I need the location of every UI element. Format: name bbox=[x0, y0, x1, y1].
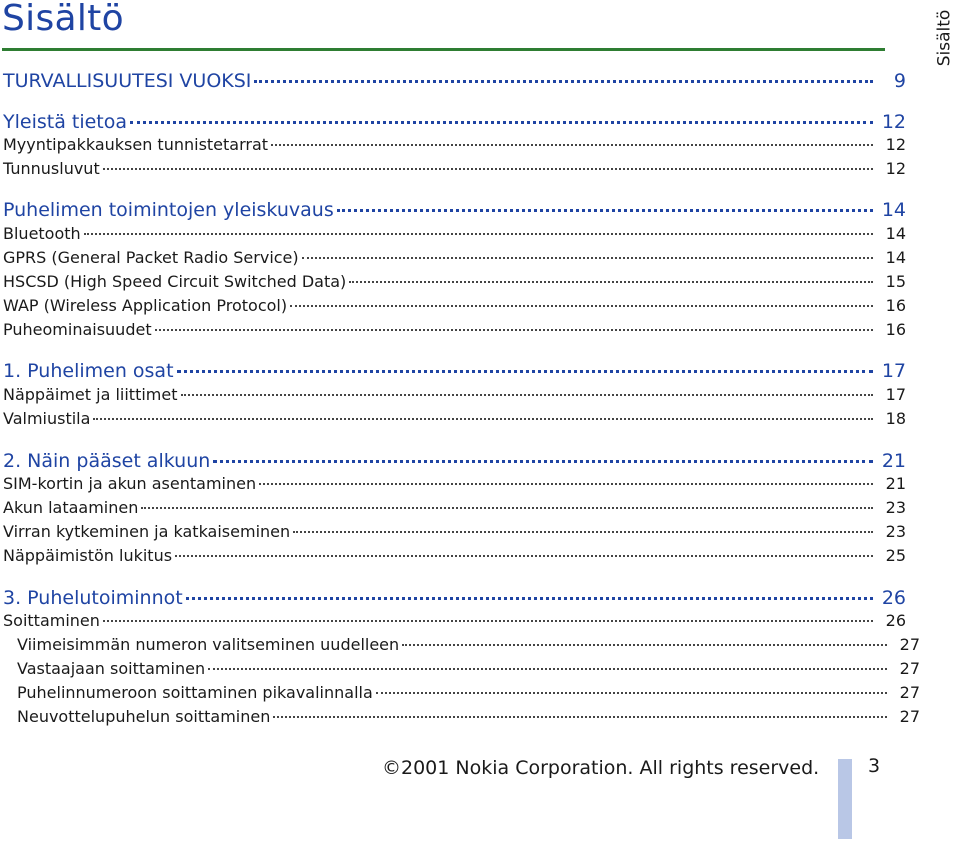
toc-section-entry[interactable] bbox=[3, 248, 906, 267]
toc-entry-label: 2. Näin pääset alkuun bbox=[3, 450, 211, 472]
toc-section-entry[interactable] bbox=[3, 474, 906, 493]
toc-entry-label: 1. Puhelimen osat bbox=[3, 360, 174, 382]
toc-entry-page: 25 bbox=[885, 546, 906, 565]
toc-dot-leader bbox=[177, 370, 873, 373]
toc-entry-page: 26 bbox=[881, 587, 906, 609]
toc-entry-label: Puhelimen toimintojen yleiskuvaus bbox=[3, 199, 334, 221]
toc-section-entry[interactable] bbox=[3, 546, 906, 565]
toc-entry-label: Puhelinnumeroon soittaminen pikavalinnalla bbox=[17, 683, 373, 702]
toc-dot-leader bbox=[337, 209, 873, 212]
toc-entry-page: 14 bbox=[885, 224, 906, 243]
toc-entry-page: 26 bbox=[885, 611, 906, 630]
toc-section-entry[interactable] bbox=[3, 522, 906, 541]
toc-entry-label: SIM-kortin ja akun asentaminen bbox=[3, 474, 257, 493]
toc-chapter-entry[interactable] bbox=[3, 199, 906, 221]
toc-entry-page: 12 bbox=[885, 135, 906, 154]
toc-entry-page: 27 bbox=[899, 683, 920, 702]
toc-entry-page: 12 bbox=[885, 159, 906, 178]
toc-dot-leader bbox=[84, 233, 873, 235]
toc-entry-page: 16 bbox=[885, 320, 906, 339]
toc-entry-page: 23 bbox=[885, 522, 906, 541]
toc-dot-leader bbox=[213, 460, 873, 463]
toc-entry-label: Viimeisimmän numeron valitseminen uudelleen bbox=[17, 635, 400, 654]
toc-dot-leader bbox=[155, 329, 873, 331]
toc-entry-page: 17 bbox=[881, 360, 906, 382]
toc-entry-page: 27 bbox=[899, 659, 920, 678]
toc-dot-leader bbox=[186, 597, 873, 600]
toc-dot-leader bbox=[402, 644, 887, 646]
toc-entry-label: Bluetooth bbox=[3, 224, 81, 243]
toc-entry-page: 9 bbox=[893, 70, 906, 92]
title-rule bbox=[2, 48, 885, 51]
toc-chapter-entry[interactable] bbox=[3, 360, 906, 382]
toc-dot-leader bbox=[103, 168, 873, 170]
toc-chapter-entry[interactable] bbox=[3, 70, 906, 92]
toc-dot-leader bbox=[349, 281, 873, 283]
toc-entry-label: Soittaminen bbox=[3, 611, 100, 630]
toc-dot-leader bbox=[181, 394, 874, 396]
toc-dot-leader bbox=[103, 620, 873, 622]
toc-dot-leader bbox=[376, 692, 887, 694]
toc-section-entry[interactable] bbox=[3, 385, 906, 404]
page-title: Sisältö bbox=[2, 0, 124, 39]
toc-entry-page: 16 bbox=[885, 296, 906, 315]
toc-dot-leader bbox=[254, 80, 873, 83]
side-tab-label: Sisältö bbox=[934, 9, 955, 67]
toc-section-entry[interactable] bbox=[3, 296, 906, 315]
toc-entry-label: Neuvottelupuhelun soittaminen bbox=[17, 707, 271, 726]
toc-entry-page: 14 bbox=[885, 248, 906, 267]
toc-entry-page: 15 bbox=[885, 272, 906, 291]
toc-section-entry[interactable] bbox=[3, 611, 906, 630]
toc-entry-label: WAP (Wireless Application Protocol) bbox=[3, 296, 288, 315]
toc-entry-label: Myyntipakkauksen tunnistetarrat bbox=[3, 135, 269, 154]
toc-chapter-entry[interactable] bbox=[3, 111, 906, 133]
copyright-text: ©2001 Nokia Corporation. All rights reserved. bbox=[382, 757, 820, 779]
toc-entry-page: 27 bbox=[899, 707, 920, 726]
side-tab bbox=[930, 8, 958, 68]
toc-section-entry[interactable] bbox=[3, 224, 906, 243]
toc-entry-page: 14 bbox=[881, 199, 906, 221]
toc-entry-page: 12 bbox=[881, 111, 906, 133]
toc-entry-label: GPRS (General Packet Radio Service) bbox=[3, 248, 299, 267]
toc-dot-leader bbox=[141, 507, 873, 509]
toc-section-entry[interactable] bbox=[3, 272, 906, 291]
toc-entry-label: Yleistä tietoa bbox=[3, 111, 128, 133]
toc-entry-page: 21 bbox=[885, 474, 906, 493]
toc-dot-leader bbox=[293, 531, 873, 533]
toc-entry-label: TURVALLISUUTESI VUOKSI bbox=[3, 70, 252, 92]
toc-chapter-entry[interactable] bbox=[3, 587, 906, 609]
toc-dot-leader bbox=[290, 305, 873, 307]
toc-dot-leader bbox=[302, 257, 873, 259]
toc-section-entry[interactable] bbox=[3, 320, 906, 339]
toc-section-entry[interactable] bbox=[3, 683, 920, 702]
toc-dot-leader bbox=[273, 716, 887, 718]
toc-section-entry[interactable] bbox=[3, 159, 906, 178]
toc-section-entry[interactable] bbox=[3, 498, 906, 517]
toc-chapter-entry[interactable] bbox=[3, 450, 906, 472]
toc-entry-page: 18 bbox=[885, 409, 906, 428]
toc-entry-label: HSCSD (High Speed Circuit Switched Data) bbox=[3, 272, 347, 291]
toc-dot-leader bbox=[175, 555, 873, 557]
toc-entry-label: Näppäimet ja liittimet bbox=[3, 385, 178, 404]
toc-dot-leader bbox=[271, 144, 873, 146]
page-number: 3 bbox=[868, 755, 881, 777]
toc-dot-leader bbox=[93, 418, 873, 420]
toc-entry-label: Tunnusluvut bbox=[3, 159, 100, 178]
toc-entry-page: 21 bbox=[881, 450, 906, 472]
toc-section-entry[interactable] bbox=[3, 409, 906, 428]
toc-section-entry[interactable] bbox=[3, 135, 906, 154]
toc-entry-page: 23 bbox=[885, 498, 906, 517]
toc-entry-label: Näppäimistön lukitus bbox=[3, 546, 173, 565]
toc-section-entry[interactable] bbox=[3, 659, 920, 678]
toc-entry-label: Puheominaisuudet bbox=[3, 320, 152, 339]
toc-entry-label: Akun lataaminen bbox=[3, 498, 139, 517]
toc-dot-leader bbox=[208, 668, 887, 670]
toc-entry-label: 3. Puhelutoiminnot bbox=[3, 587, 183, 609]
toc-entry-label: Valmiustila bbox=[3, 409, 91, 428]
page-marker-bar bbox=[838, 759, 852, 839]
toc-dot-leader bbox=[130, 121, 873, 124]
toc-entry-label: Virran kytkeminen ja katkaiseminen bbox=[3, 522, 291, 541]
toc-entry-page: 17 bbox=[885, 385, 906, 404]
toc-entry-label: Vastaajaan soittaminen bbox=[17, 659, 206, 678]
toc-entry-page: 27 bbox=[899, 635, 920, 654]
toc-section-entry[interactable] bbox=[3, 635, 920, 654]
toc-dot-leader bbox=[259, 483, 873, 485]
toc-section-entry[interactable] bbox=[3, 707, 920, 726]
